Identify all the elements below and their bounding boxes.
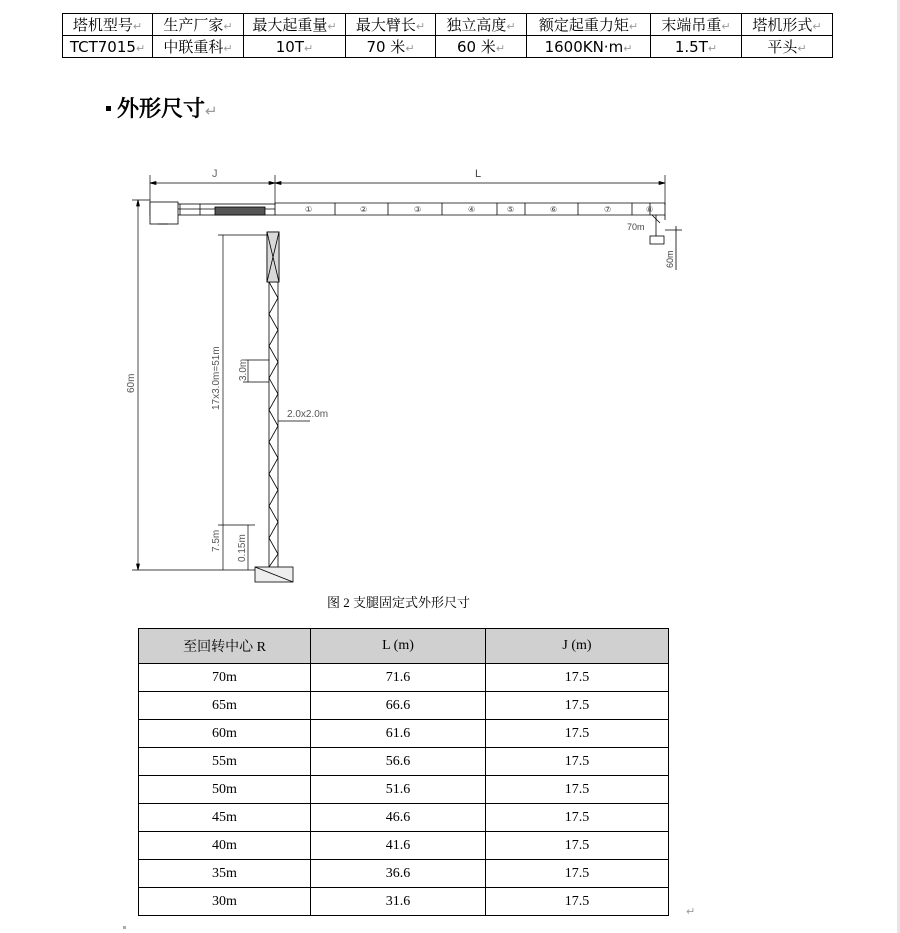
label-j: J	[212, 168, 218, 180]
table-cell: 30m	[139, 888, 311, 916]
table-cell: 17.5	[486, 664, 669, 692]
table-cell: 17.5	[486, 720, 669, 748]
table-row	[139, 720, 669, 748]
paragraph-mark-icon: ↵	[623, 41, 633, 55]
spec-value-text: 10T	[275, 37, 305, 56]
paragraph-mark-icon: ↵	[707, 41, 718, 55]
height-dimension	[132, 200, 255, 570]
paragraph-mark-icon: ↵	[327, 20, 337, 33]
table-cell: 71.6	[311, 664, 486, 692]
paragraph-mark-icon: ↵	[205, 102, 218, 120]
paragraph-mark-icon: ↵	[721, 20, 731, 33]
paragraph-mark-icon: ↵	[495, 42, 506, 55]
spec-value-cell	[651, 36, 742, 58]
dims-header-row	[139, 629, 669, 664]
spec-value-cell	[527, 36, 651, 58]
spec-value-cell	[436, 36, 527, 58]
table-cell: 65m	[139, 692, 311, 720]
table-cell: 36.6	[311, 860, 486, 888]
table-cell: 70m	[139, 664, 311, 692]
jib-section-5: ⑤	[507, 205, 515, 214]
spec-value-cell	[244, 36, 346, 58]
corner-mark	[123, 926, 126, 929]
table-row	[139, 832, 669, 860]
label-hook: 60m	[665, 250, 675, 268]
spec-header-text: 独立高度	[446, 16, 507, 34]
table-row	[139, 888, 669, 916]
spec-header-cell	[153, 14, 244, 36]
spec-header-row	[63, 14, 833, 36]
paragraph-mark-icon: ↵	[132, 20, 143, 33]
paragraph-mark-icon: ↵	[812, 20, 822, 33]
spec-value-text: 1600KN·m	[544, 37, 624, 56]
label-mast: 17x3.0m=51m	[211, 346, 222, 410]
section-heading	[106, 92, 218, 123]
spec-header-text: 最大起重量	[252, 16, 328, 34]
spec-value-text: 60 米	[456, 38, 496, 56]
label-section: 3.0m	[238, 358, 249, 381]
spec-header-cell	[527, 14, 651, 36]
label-tip: 70m	[627, 222, 645, 232]
table-row	[139, 804, 669, 832]
table-cell: 35m	[139, 860, 311, 888]
dims-header-cell: 至回转中心 R	[139, 629, 311, 664]
spec-value-cell	[63, 36, 153, 58]
table-cell: 46.6	[311, 804, 486, 832]
spec-header-cell	[63, 14, 153, 36]
table-cell: 66.6	[311, 692, 486, 720]
label-base2: 0.15m	[237, 534, 248, 562]
table-cell: 31.6	[311, 888, 486, 916]
table-cell: 40m	[139, 832, 311, 860]
table-cell: 51.6	[311, 776, 486, 804]
dimensions-table	[138, 628, 669, 916]
table-row	[139, 692, 669, 720]
table-cell: 17.5	[486, 804, 669, 832]
dims-header-cell: L (m)	[311, 629, 486, 664]
table-row	[139, 860, 669, 888]
table-cell: 17.5	[486, 692, 669, 720]
spec-header-cell	[436, 14, 527, 36]
table-cell: 45m	[139, 804, 311, 832]
paragraph-mark-icon: ↵	[223, 42, 233, 55]
section-heading-text: 外形尺寸	[117, 97, 206, 122]
table-cell: 41.6	[311, 832, 486, 860]
crane-drawing	[120, 160, 690, 590]
spec-table	[62, 13, 833, 58]
spec-header-cell	[651, 14, 742, 36]
paragraph-mark-icon: ↵	[135, 41, 146, 55]
jib-section-6: ⑥	[550, 205, 558, 214]
label-l: L	[475, 168, 482, 180]
label-cross: 2.0x2.0m	[287, 409, 329, 420]
spec-header-text: 额定起重力矩	[538, 16, 629, 34]
jib-section-4: ④	[468, 205, 476, 214]
end-paragraph-mark-icon: ↵	[686, 906, 696, 918]
label-base1: 7.5m	[211, 529, 222, 552]
jib-section-7: ⑦	[604, 205, 612, 214]
table-cell: 17.5	[486, 888, 669, 916]
counter-jib	[150, 202, 275, 224]
table-cell: 56.6	[311, 748, 486, 776]
label-height: 60m	[126, 373, 137, 393]
paragraph-mark-icon: ↵	[304, 41, 314, 55]
jib-section-3: ③	[414, 205, 422, 214]
spec-header-cell	[244, 14, 346, 36]
jib-section-1: ①	[305, 205, 313, 214]
table-row	[139, 664, 669, 692]
spec-header-text: 生产厂家	[163, 16, 224, 34]
table-cell: 60m	[139, 720, 311, 748]
table-row	[139, 776, 669, 804]
paragraph-mark-icon: ↵	[223, 20, 233, 33]
spec-value-text: 70 米	[366, 38, 406, 56]
spec-value-row	[63, 36, 833, 58]
paragraph-mark-icon: ↵	[628, 20, 639, 33]
spec-value-text: 平头	[767, 38, 798, 56]
bullet-icon	[106, 106, 111, 111]
mast-dimension	[218, 235, 310, 570]
table-cell: 17.5	[486, 860, 669, 888]
top-dimension	[150, 175, 665, 205]
spec-header-text: 塔机型号	[72, 16, 133, 34]
paragraph-mark-icon: ↵	[415, 20, 426, 33]
spec-value-cell	[153, 36, 244, 58]
spec-value-text: TCT7015	[69, 37, 136, 56]
spec-value-cell	[742, 36, 833, 58]
paragraph-mark-icon: ↵	[797, 42, 807, 55]
jib-section-2: ②	[360, 205, 368, 214]
dims-header-cell: J (m)	[486, 629, 669, 664]
tower-mast	[255, 232, 293, 582]
table-cell: 61.6	[311, 720, 486, 748]
spec-header-text: 塔机形式	[752, 16, 813, 34]
spec-header-text: 末端吊重	[661, 16, 722, 34]
spec-header-text: 最大臂长	[355, 16, 416, 34]
spec-header-cell	[346, 14, 436, 36]
table-row	[139, 748, 669, 776]
jib-section-8: ⑧	[646, 205, 654, 214]
table-cell: 50m	[139, 776, 311, 804]
spec-value-cell	[346, 36, 436, 58]
table-cell: 17.5	[486, 748, 669, 776]
paragraph-mark-icon: ↵	[506, 20, 516, 33]
paragraph-mark-icon: ↵	[405, 42, 415, 55]
table-cell: 55m	[139, 748, 311, 776]
spec-header-cell	[742, 14, 833, 36]
table-cell: 17.5	[486, 776, 669, 804]
figure-caption: 图 2 支腿固定式外形尺寸	[327, 595, 471, 610]
spec-value-text: 中联重科	[163, 38, 224, 56]
spec-value-text: 1.5T	[674, 37, 708, 56]
table-cell: 17.5	[486, 832, 669, 860]
